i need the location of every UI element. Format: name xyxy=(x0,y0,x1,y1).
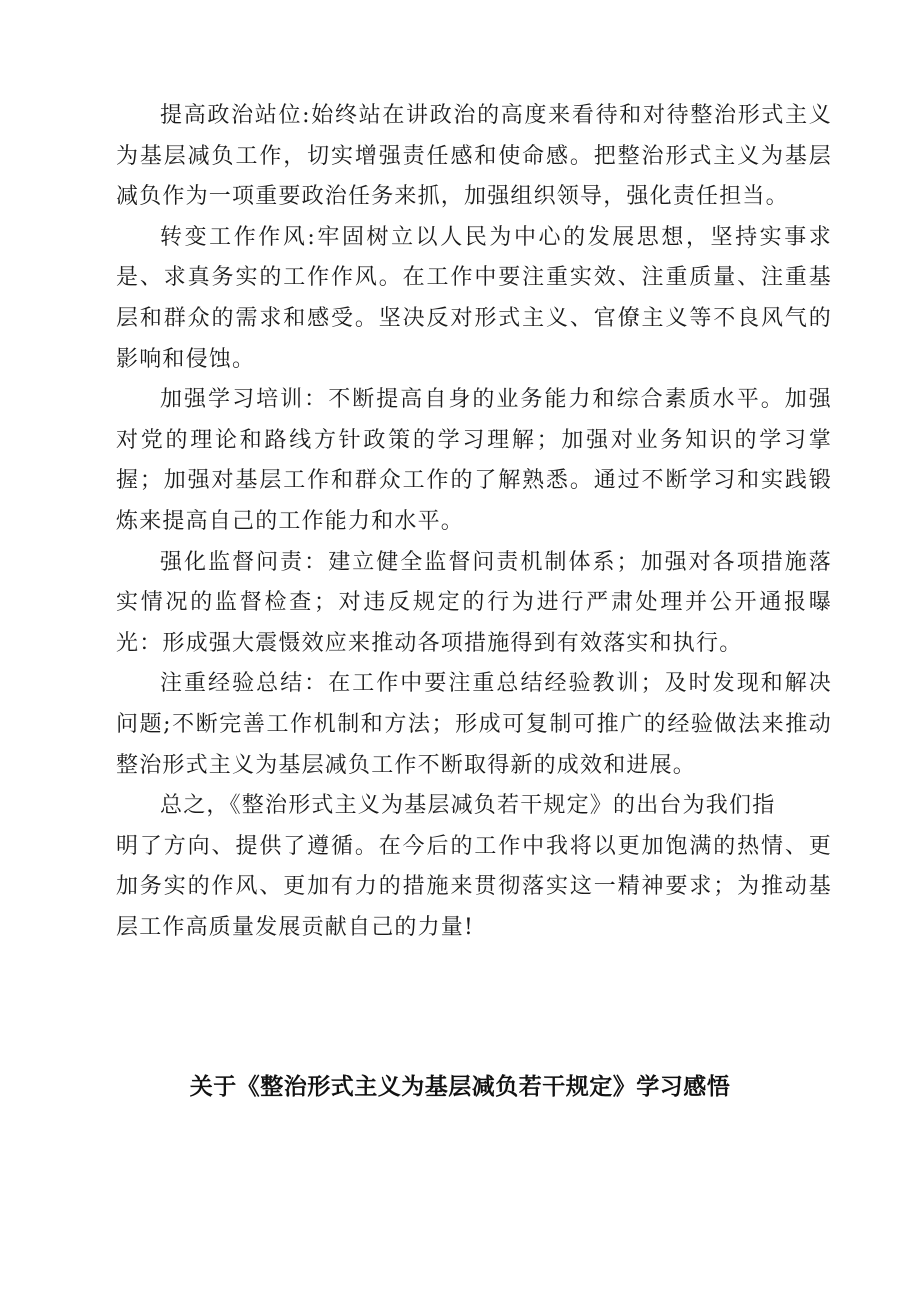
paragraph-experience-summary: 注重经验总结：在工作中要注重总结经验教训；及时发现和解决问题;不断完善工作机制和方法；形成可复制可推广的经验做法来推动整治形式主义为基层减负工作不断取得新的成效和进展。 xyxy=(116,671,832,778)
document-body xyxy=(116,96,832,948)
paragraph-political-stance: 提高政治站位:始终站在讲政治的高度来看待和对待整治形式主义为基层减负工作，切实增强责任感和使命感。把整治形式主义为基层减负作为一项重要政治任务来抓，加强组织领导，强化责任担当。 xyxy=(116,103,832,210)
paragraph-conclusion-lead: 总之，《整治形式主义为基层减负若干规定》的出台为我们指 xyxy=(160,793,776,819)
paragraph-supervision: 强化监督问责：建立健全监督问责机制体系；加强对各项措施落实情况的监督检查；对违反规定的行为进行严肃处理并公开通报曝光：形成强大震慑效应来推动各项措施得到有效落实和执行。 xyxy=(116,549,832,656)
paragraph-study-training: 加强学习培训：不断提高自身的业务能力和综合素质水平。加强对党的理论和路线方针政策的学习理解；加强对业务知识的学习掌握；加强对基层工作和群众工作的了解熟悉。通过不断学习和实践锻炼来提高自己的工作能力和水平。 xyxy=(116,387,832,534)
section-title: 关于《整治形式主义为基层减负若干规定》学习感悟 xyxy=(189,1074,731,1100)
paragraph-conclusion-rest: 明了方向、提供了遵循。在今后的工作中我将以更加饱满的热情、更加务实的作风、更加有力的措施来贯彻落实这一精神要求；为推动基层工作高质量发展贡献自己的力量! xyxy=(116,833,832,940)
paragraph-work-style: 转变工作作风:牢固树立以人民为中心的发展思想，坚持实事求是、求真务实的工作作风。在工作中要注重实效、注重质量、注重基层和群众的需求和感受。坚决反对形式主义、官僚主义等不良风气的影响和侵蚀。 xyxy=(116,224,832,372)
